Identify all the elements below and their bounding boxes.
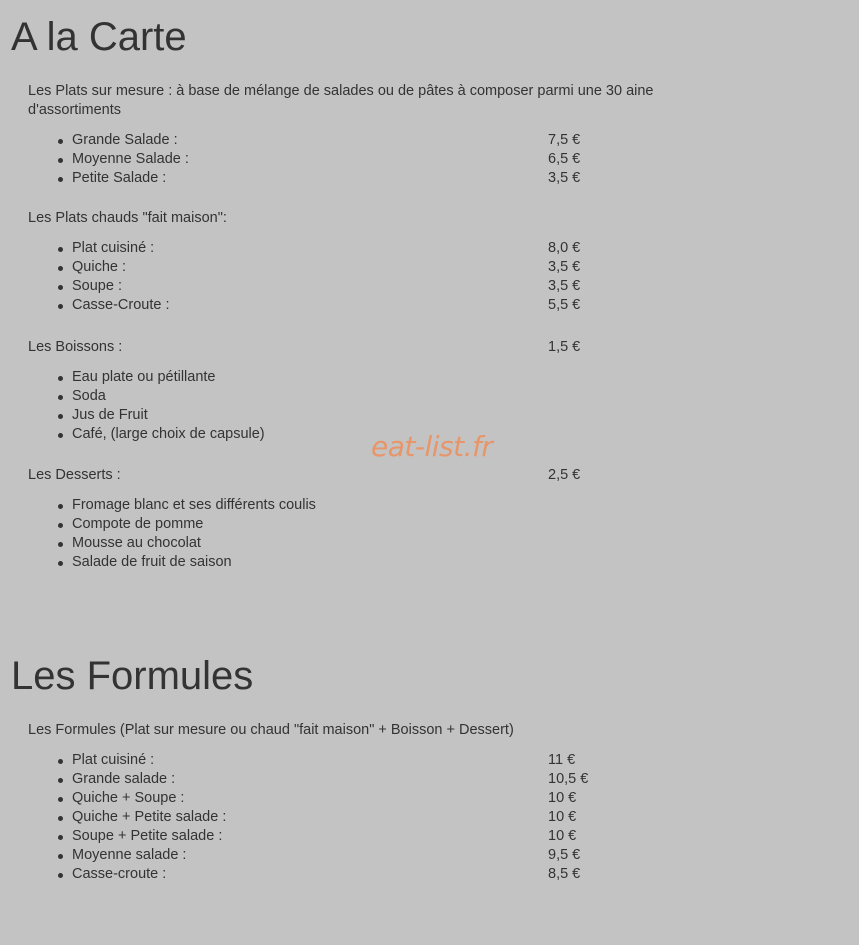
item-label: Quiche : (72, 259, 126, 275)
plats-sur-mesure-section (28, 82, 748, 188)
boissons-price: 1,5 € (548, 339, 581, 355)
plats-sur-mesure-intro: Les Plats sur mesure : à base de mélange de salades ou de pâtes à composer parmi une 30 aine d'assortiments (28, 83, 654, 118)
list-item (28, 150, 748, 169)
item-price: 11 € (548, 752, 576, 768)
boissons-label: Les Boissons : (28, 339, 123, 355)
list-item (28, 296, 748, 315)
list-item (28, 368, 748, 387)
item-label: Moyenne salade : (72, 847, 187, 863)
list-item (28, 751, 748, 770)
bullet-icon (58, 797, 63, 802)
plats-chauds-intro: Les Plats chauds "fait maison": (28, 210, 227, 226)
boissons-section (28, 338, 748, 444)
desserts-price: 2,5 € (548, 467, 581, 483)
bullet-icon (58, 504, 63, 509)
item-label: Grande Salade : (72, 132, 178, 148)
item-label: Salade de fruit de saison (72, 554, 232, 570)
item-price: 5,5 € (548, 297, 581, 313)
item-label: Café, (large choix de capsule) (72, 426, 265, 442)
list-item (28, 169, 748, 188)
list-item (28, 827, 748, 846)
item-price: 8,0 € (548, 240, 581, 256)
list-item (28, 553, 748, 572)
list-item (28, 387, 748, 406)
plats-sur-mesure-list (28, 131, 748, 188)
bullet-icon (58, 247, 63, 252)
list-item (28, 258, 748, 277)
list-item (28, 789, 748, 808)
item-label: Quiche + Petite salade : (72, 809, 227, 825)
list-item (28, 239, 748, 258)
item-price: 8,5 € (548, 866, 581, 882)
bullet-icon (58, 177, 63, 182)
list-item (28, 534, 748, 553)
item-price: 3,5 € (548, 170, 581, 186)
bullet-icon (58, 158, 63, 163)
formules-title: Les Formules (11, 654, 254, 698)
item-price: 10 € (548, 809, 577, 825)
boissons-header (28, 338, 748, 357)
item-label: Quiche + Soupe : (72, 790, 185, 806)
item-label: Casse-Croute : (72, 297, 170, 313)
bullet-icon (58, 395, 63, 400)
list-item (28, 865, 748, 884)
bullet-icon (58, 285, 63, 290)
list-item (28, 808, 748, 827)
item-price: 10,5 € (548, 771, 589, 787)
item-price: 10 € (548, 790, 577, 806)
item-label: Grande salade : (72, 771, 176, 787)
desserts-label: Les Desserts : (28, 467, 121, 483)
item-label: Moyenne Salade : (72, 151, 189, 167)
desserts-list (28, 496, 748, 572)
item-price: 3,5 € (548, 278, 581, 294)
formules-section (28, 721, 748, 884)
bullet-icon (58, 816, 63, 821)
bullet-icon (58, 304, 63, 309)
item-price: 3,5 € (548, 259, 581, 275)
desserts-section (28, 466, 748, 572)
list-item (28, 496, 748, 515)
list-item (28, 406, 748, 425)
bullet-icon (58, 139, 63, 144)
bullet-icon (58, 759, 63, 764)
item-label: Plat cuisiné : (72, 240, 155, 256)
bullet-icon (58, 778, 63, 783)
list-item (28, 770, 748, 789)
item-label: Soupe : (72, 278, 122, 294)
list-item (28, 131, 748, 150)
bullet-icon (58, 414, 63, 419)
plats-chauds-list (28, 239, 748, 315)
watermark-text: eat-list.fr (371, 430, 493, 463)
item-price: 10 € (548, 828, 577, 844)
bullet-icon (58, 523, 63, 528)
item-label: Compote de pomme (72, 516, 204, 532)
bullet-icon (58, 561, 63, 566)
item-label: Jus de Fruit (72, 407, 148, 423)
item-price: 9,5 € (548, 847, 581, 863)
desserts-header (28, 466, 748, 485)
carte-title: A la Carte (11, 15, 187, 59)
plats-chauds-section (28, 209, 748, 315)
bullet-icon (58, 835, 63, 840)
formules-intro: Les Formules (Plat sur mesure ou chaud "fait maison" + Boisson + Dessert) (28, 722, 514, 738)
bullet-icon (58, 873, 63, 878)
list-item (28, 515, 748, 534)
item-label: Casse-croute : (72, 866, 167, 882)
list-item (28, 846, 748, 865)
item-label: Plat cuisiné : (72, 752, 155, 768)
item-price: 7,5 € (548, 132, 581, 148)
bullet-icon (58, 854, 63, 859)
bullet-icon (58, 433, 63, 438)
item-label: Eau plate ou pétillante (72, 369, 216, 385)
item-label: Soupe + Petite salade : (72, 828, 223, 844)
item-label: Mousse au chocolat (72, 535, 201, 551)
item-label: Petite Salade : (72, 170, 167, 186)
bullet-icon (58, 542, 63, 547)
item-price: 6,5 € (548, 151, 581, 167)
bullet-icon (58, 266, 63, 271)
item-label: Soda (72, 388, 106, 404)
list-item (28, 277, 748, 296)
formules-list (28, 751, 748, 884)
item-label: Fromage blanc et ses différents coulis (72, 497, 316, 513)
bullet-icon (58, 376, 63, 381)
